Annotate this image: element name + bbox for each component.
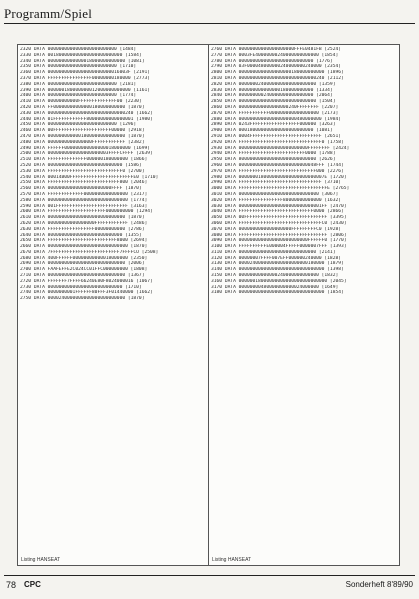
code-line: 3140 DATA 0000000000000000000000000000000 [1398] bbox=[211, 267, 344, 273]
code-line: 2570 DATA FFFFFFFFFFFFF0000000000000000 [2317] bbox=[20, 191, 148, 197]
code-line: 2860 DATA 000000000000000000240FFFFFFFF [2207] bbox=[211, 104, 339, 110]
code-line: 2670 DATA 7FFFFFFFFFFFFFFFFFFFFFFFFF7FFFFCO [2508] bbox=[20, 249, 159, 255]
code-line: 2820 DATA 0000000240000000000000000000 [1359] bbox=[211, 81, 336, 87]
code-line: 3080 DATA FFFFFFFFFFFFFFFFFFFFFFFFFFFFFFFF [2806] bbox=[211, 232, 347, 238]
code-line: 3030 DATA 000000000000000000000000000001FF [2470] bbox=[211, 203, 347, 209]
code-line: 2910 DATA 0004FFFFFFFFFFFFFFFFFFFFFFFFFF [2651] bbox=[211, 133, 341, 139]
magazine-name: CPC bbox=[24, 580, 41, 589]
code-line: 2850 DATA 0000000000000000000000000000 [1504] bbox=[211, 99, 336, 105]
code-line: 2470 DATA 0000000000001800000000000000 [1870] bbox=[20, 133, 145, 139]
code-line: 2960 DATA 0000000000000000000000000048FFF [1744] bbox=[211, 162, 344, 168]
code-line: 2320 DATA 0000000000000000000000000 [1484] bbox=[20, 47, 137, 52]
code-line: 2530 DATA FFFFFFFFFFFFFFFFFFFFFFFFFFF0 [2700] bbox=[20, 168, 145, 174]
issue-label: Sonderheft 8'89/90 bbox=[345, 580, 413, 589]
code-line: 3160 DATA 00000018000000000000000000000000 [2045] bbox=[211, 278, 347, 284]
code-line: 2350 DATA 0000000000000000000000000 [1710] bbox=[20, 64, 137, 70]
code-line: 2630 DATA FFFFFFFFFFFFFFFFF00000000000 [2786] bbox=[20, 226, 145, 232]
code-line: 2890 DATA 0243FFFFFFFFFFFFFFFFFF000000 [3263] bbox=[211, 122, 336, 128]
code-line: 3120 DATA 00000007FFFF007EFF000000240000 [1828] bbox=[211, 255, 341, 261]
code-line: 3020 DATA FFFFFFFFFFFFFFFF80000000000000 [1632] bbox=[211, 197, 341, 203]
code-line: 2500 DATA 0000000000000000000003FFFFCFFFF [2639] bbox=[20, 151, 153, 157]
code-line: 2550 DATA FFFFFFFFFFFFFFFFFFFFFFFFFF800 [2046] bbox=[20, 180, 148, 186]
code-line: 2440 DATA 01FFFFFFFFFFFF80000000000000001 [1980] bbox=[20, 116, 153, 122]
code-line: 3180 DATA 0000000000000000000000000000000 [1854] bbox=[211, 290, 344, 296]
code-line: 2980 DATA 0000000180000000000000000000007E [1720] bbox=[211, 174, 347, 180]
code-line: 2490 DATA FFFFFF000000000000000018000000 [1699] bbox=[20, 145, 150, 151]
code-line: 2420 DATA FF00000000000000180000000000 [1870] bbox=[20, 104, 145, 110]
code-line: 2580 DATA 00000000000000000000000000000 [1774] bbox=[20, 197, 148, 203]
header-rule bbox=[4, 23, 415, 24]
code-line: 2590 DATA 001FFFFFFFFFFFFFFFFFFFFFFFFFF [3163] bbox=[20, 203, 148, 209]
code-line: 2690 DATA 0000000000000000000000000000 [2006] bbox=[20, 261, 145, 267]
code-line: 2510 DATA FFFFFFFFFFFFFF000000180000000 [1866] bbox=[20, 157, 148, 163]
code-line: 3010 DATA 00000000000000000000000000000 [3067] bbox=[211, 191, 339, 197]
listing-caption-right: Listing HANSEAT bbox=[212, 557, 252, 563]
code-line: 3090 DATA 0000000000000000000000000FFFFFF0 [1770] bbox=[211, 238, 347, 244]
code-line: 2770 DATA 0003FE40000000240000000000000 [1854] bbox=[211, 52, 339, 58]
code-line: 2660 DATA 00000000000000000000000000000 [1870] bbox=[20, 244, 148, 250]
code-line: 2870 DATA FFFFFFFFFFF000000000000000000 [2173] bbox=[211, 110, 339, 116]
code-line: 2480 DATA 0000000000000000FFFFFFFFFFFF [2382] bbox=[20, 139, 145, 145]
code-line: 2710 DATA 0000000000000000000000000000 [1367] bbox=[20, 273, 145, 279]
page-header bbox=[4, 4, 415, 26]
code-line: 3040 DATA FFFFFFFFFFFFFFFFFFFFFFFFFFF0000 [2866] bbox=[211, 209, 344, 215]
code-line: 3170 DATA 00000000480000000000024000000 [1649] bbox=[211, 284, 339, 290]
code-line: 2410 DATA 00000000000FFFFFFFFFFFFFF00 [2230] bbox=[20, 99, 142, 105]
code-line: 2610 DATA 0000000000000000000000000000 [1870] bbox=[20, 215, 145, 221]
code-line: 2560 DATA 00000000000000000000000FFFF [1870] bbox=[20, 186, 142, 192]
program-listing bbox=[17, 44, 400, 566]
code-line: 2620 DATA 00000000000000000FFFFFFFFFFFF [2486] bbox=[20, 220, 148, 226]
code-line: 2390 DATA 000000180000000012000000000000 [1161] bbox=[20, 87, 150, 93]
code-line: 2540 DATA 00014B00FFFFFFFFFFFFFFFFFFFFFFFE0 [1710] bbox=[20, 174, 159, 180]
code-line: 3050 DATA 00FFFFFFFFFFFFFFFFFFFFFFFFFFFFFF [3395] bbox=[211, 215, 347, 221]
code-line: 2880 DATA 000000000000000000000480000000 [1984] bbox=[211, 116, 341, 122]
code-line: 2800 DATA 0000000000000000000180000000000 [1896] bbox=[211, 70, 344, 76]
code-line: 3150 DATA 00000000000000240000000000000 [1832] bbox=[211, 273, 339, 279]
code-line: 2330 DATA 001800000000000000000000000 [1584] bbox=[20, 52, 142, 58]
code-line: 2520 DATA 000000000000000000000000000 [1586] bbox=[20, 162, 142, 168]
page-footer bbox=[4, 575, 415, 593]
code-line: 2900 DATA 000180000000000000000000000 [1081] bbox=[211, 128, 333, 134]
code-lines-left bbox=[20, 47, 206, 551]
code-line: 2840 DATA 800000000240000000000000000 [2064] bbox=[211, 93, 333, 99]
listing-caption-left: Listing HANSEAT bbox=[21, 557, 61, 563]
code-line: 2430 DATA 0000000000000000000000000000240 [1662] bbox=[20, 110, 153, 116]
footer-rule bbox=[4, 575, 415, 576]
code-line: 2970 DATA FFFFFFFFFFFFFFFFFFFFFFFFFFFF000 [2276] bbox=[211, 168, 344, 174]
code-line: 2700 DATA FAAFEFFE2C024CC01FFC000000000 [1808] bbox=[20, 267, 148, 273]
code-line: 2730 DATA 000000000000000000000000000 [1710] bbox=[20, 284, 142, 290]
code-line: 2810 DATA 0000000000000000000000000000240 [2112] bbox=[211, 75, 344, 81]
code-line: 2400 DATA 0000000000000000000000000 [1774] bbox=[20, 93, 137, 99]
listing-column-left bbox=[18, 45, 208, 565]
code-line: 2640 DATA 800000000000000000000000000 [1355] bbox=[20, 232, 142, 238]
code-line: 2930 DATA 0000000000000000000000000FFFFFFFF [2424] bbox=[211, 145, 350, 151]
code-lines-right bbox=[211, 47, 397, 551]
code-line: 2370 DATA FFFFFFFFFFFFFFFF00000000180000 [2773] bbox=[20, 75, 150, 81]
code-line: 2950 DATA 8000000000000000000000000000 [2626] bbox=[211, 157, 336, 163]
code-line: 3000 DATA FFFFFFFFFFFFFFFFFFFFFFFFFFFFFFFFE [2765] bbox=[211, 186, 350, 192]
listing-column-right bbox=[208, 45, 399, 565]
code-line: 2750 DATA 0000240000000000000000000000 [1870] bbox=[20, 296, 145, 302]
code-line: 2920 DATA FFFFFFFFFFFFFFFFFFFFFFFFFFFFFF0 [1758] bbox=[211, 139, 344, 145]
code-line: 2340 DATA 0000000000000018000000000000 [1081] bbox=[20, 58, 145, 64]
code-line: 2650 DATA FFFFFFFFFFFFFFFFFFFFFFFFF8000 [2694] bbox=[20, 238, 148, 244]
code-line: 2460 DATA 00FFFFFFFFFFFFFFFFFFFFF00000 [2918] bbox=[20, 128, 145, 134]
code-line: 2830 DATA 800000000000000180000000000 [1334] bbox=[211, 87, 333, 93]
code-line: 2790 DATA 03F000048000000240000000240000 [2354] bbox=[211, 64, 341, 70]
code-line: 2360 DATA 00000000000000000000000016003F [2191] bbox=[20, 70, 150, 76]
code-line: 2600 DATA FFFFFFFFFFFFFFFFFFFFF0000000000 [1294] bbox=[20, 209, 153, 215]
code-line: 2760 DATA 00000000000000000000FFFE0481FB [2524] bbox=[211, 47, 341, 52]
code-line: 2450 DATA 0000000000000000000000000 [1296] bbox=[20, 122, 137, 128]
code-line: 2940 DATA FFFFFFFFFFFFFFFFFFFFFFFF0000 [1788] bbox=[211, 151, 336, 157]
code-line: 3100 DATA FFFFFFFFFFE000004FFFFF0000007FFF [1393] bbox=[211, 244, 347, 250]
section-title: Programm/Spiel bbox=[4, 6, 93, 21]
code-line: 2720 DATA FFFFFFF7FFFF66240E80F8024000016 [1067] bbox=[20, 278, 153, 284]
code-line: 3070 DATA 0000000000000000000FFFFFFFFFC0 [1928] bbox=[211, 226, 341, 232]
code-line: 2990 DATA FFFFFFFFFFFFFFFFFFFFFFFFFFFFFF [3710] bbox=[211, 180, 341, 186]
code-line: 2740 DATA 0000000001FFFFFF80FFF3F01440000 [1662] bbox=[20, 290, 153, 296]
code-line: 3110 DATA 0000000000000000000000000000 [2141] bbox=[211, 249, 336, 255]
code-line: 2380 DATA 0000000000000000000000000 [2181] bbox=[20, 81, 137, 87]
code-line: 2680 DATA 400FFFFFF00000000000018000000 [2350] bbox=[20, 255, 148, 261]
code-line: 3060 DATA FFFFFFFFFFFFFFFFFFFFFFFFFFFFFFC0 [2430] bbox=[211, 220, 347, 226]
code-line: 2780 DATA 000000000000000000000000000 [1776] bbox=[211, 58, 333, 64]
code-line: 3130 DATA 0000240000000000000000000180000 [1879] bbox=[211, 261, 344, 267]
page-number: 78 bbox=[6, 580, 17, 590]
